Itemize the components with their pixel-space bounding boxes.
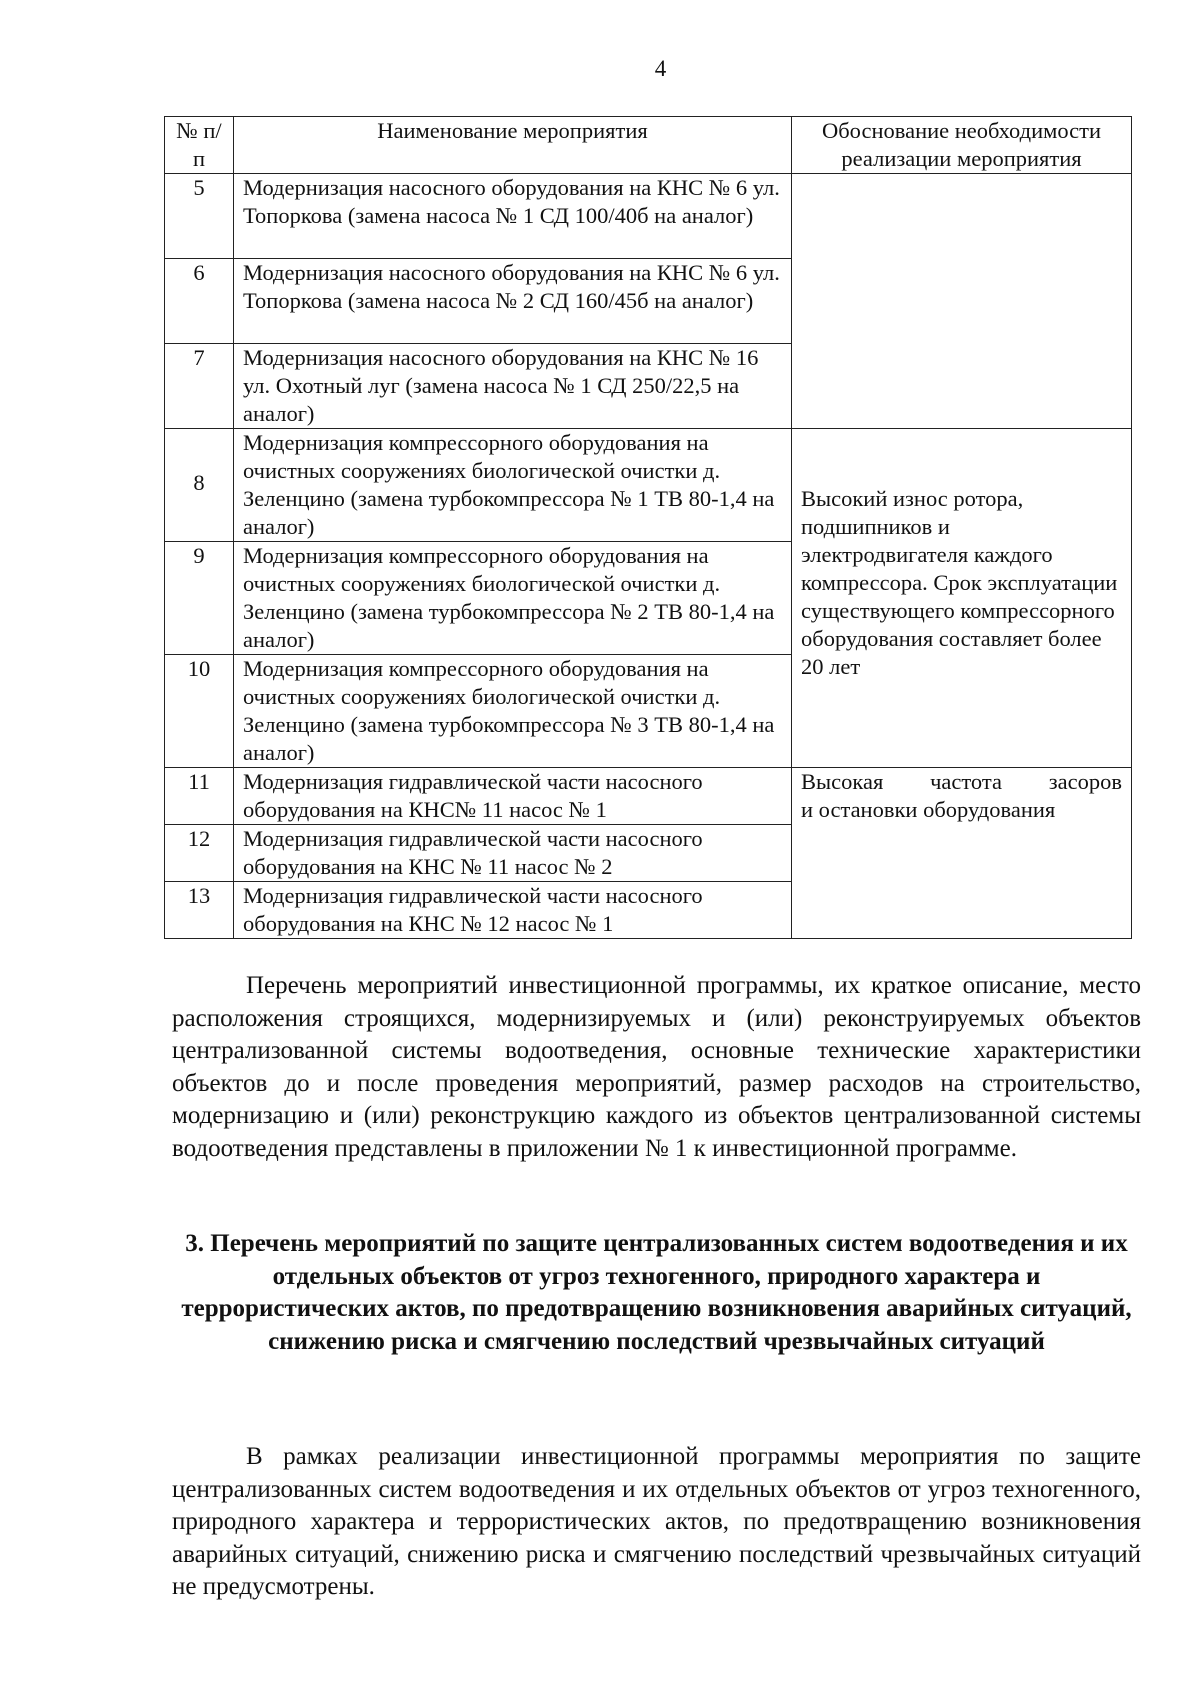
header-name: Наименование мероприятия xyxy=(234,117,792,174)
table-row xyxy=(165,768,1132,825)
row-name: Модернизация насосного оборудования на КНС № 6 ул. Топоркова (замена насоса № 2 СД 160/45б на аналог) xyxy=(234,259,792,344)
row-number: 10 xyxy=(165,655,234,768)
row-name: Модернизация гидравлической части насосного оборудования на КНС № 11 насос № 2 xyxy=(234,825,792,882)
row-number: 12 xyxy=(165,825,234,882)
justification-compressors: Высокий износ ротора, подшипников и электродвигателя каждого компрессора. Срок эксплуатации существующего компрессорного оборудования составляет более 20 лет xyxy=(792,429,1132,768)
header-number: № п/п xyxy=(165,117,234,174)
row-name: Модернизация компрессорного оборудования на очистных сооружениях биологической очистки д. Зеленцино (замена турбокомпрессора № 1 ТВ 80-1,4 на аналог) xyxy=(234,429,792,542)
row-number: 8 xyxy=(165,429,234,542)
row-number: 9 xyxy=(165,542,234,655)
table-row xyxy=(165,429,1132,542)
row-name: Модернизация компрессорного оборудования на очистных сооружениях биологической очистки д. Зеленцино (замена турбокомпрессора № 2 ТВ 80-1,4 на аналог) xyxy=(234,542,792,655)
row-number: 5 xyxy=(165,174,234,259)
row-number: 7 xyxy=(165,344,234,429)
header-justification: Обоснование необходимости реализации мероприятия xyxy=(792,117,1132,174)
measures-table xyxy=(164,116,1132,939)
row-number: 13 xyxy=(165,882,234,939)
page-number: 4 xyxy=(654,56,667,81)
section-heading: 3. Перечень мероприятий по защите централизованных систем водоотведения и их отдельных объектов от угроз техногенного, природного характера и террористических актов, по предотвращению возникновения аварийных ситуаций, снижению риска и смягчению последствий чрезвычайных ситуаций xyxy=(181,1230,1132,1355)
row-name: Модернизация насосного оборудования на КНС № 16 ул. Охотный луг (замена насоса № 1 СД 250/22,5 на аналог) xyxy=(234,344,792,429)
table-header-row xyxy=(165,117,1132,174)
justification-hydraulics xyxy=(792,768,1132,939)
row-number: 6 xyxy=(165,259,234,344)
paragraph-measures-list: Перечень мероприятий инвестиционной программы, их краткое описание, место расположения строящихся, модернизируемых и (или) реконструируемых объектов централизованной системы водоотведения, основные технические характеристики объектов до и после проведения мероприятий, размер расходов на строительство, модернизацию и (или) реконструкцию каждого из объектов централизованной системы водоотведения представлены в приложении № 1 к инвестиционной программе. xyxy=(172,972,1141,1162)
justification-cell-empty xyxy=(792,174,1132,429)
paragraph-protection: В рамках реализации инвестиционной программы мероприятия по защите централизованных систем водоотведения и их отдельных объектов от угроз техногенного, природного характера и террористических актов, по предотвращению возникновения аварийных ситуаций, снижению риска и смягчению последствий чрезвычайных ситуаций не предусмотрены. xyxy=(172,1443,1141,1600)
row-number: 11 xyxy=(165,768,234,825)
justification-hydraulics-line2: и остановки оборудования xyxy=(801,797,1056,822)
row-name: Модернизация гидравлической части насосного оборудования на КНС№ 11 насос № 1 xyxy=(234,768,792,825)
row-name: Модернизация гидравлической части насосного оборудования на КНС № 12 насос № 1 xyxy=(234,882,792,939)
row-name: Модернизация насосного оборудования на КНС № 6 ул. Топоркова (замена насоса № 1 СД 100/40б на аналог) xyxy=(234,174,792,259)
row-name: Модернизация компрессорного оборудования на очистных сооружениях биологической очистки д. Зеленцино (замена турбокомпрессора № 3 ТВ 80-1,4 на аналог) xyxy=(234,655,792,768)
table-row xyxy=(165,174,1132,259)
justification-hydraulics-line1: Высокая частота засоров xyxy=(801,769,1122,794)
